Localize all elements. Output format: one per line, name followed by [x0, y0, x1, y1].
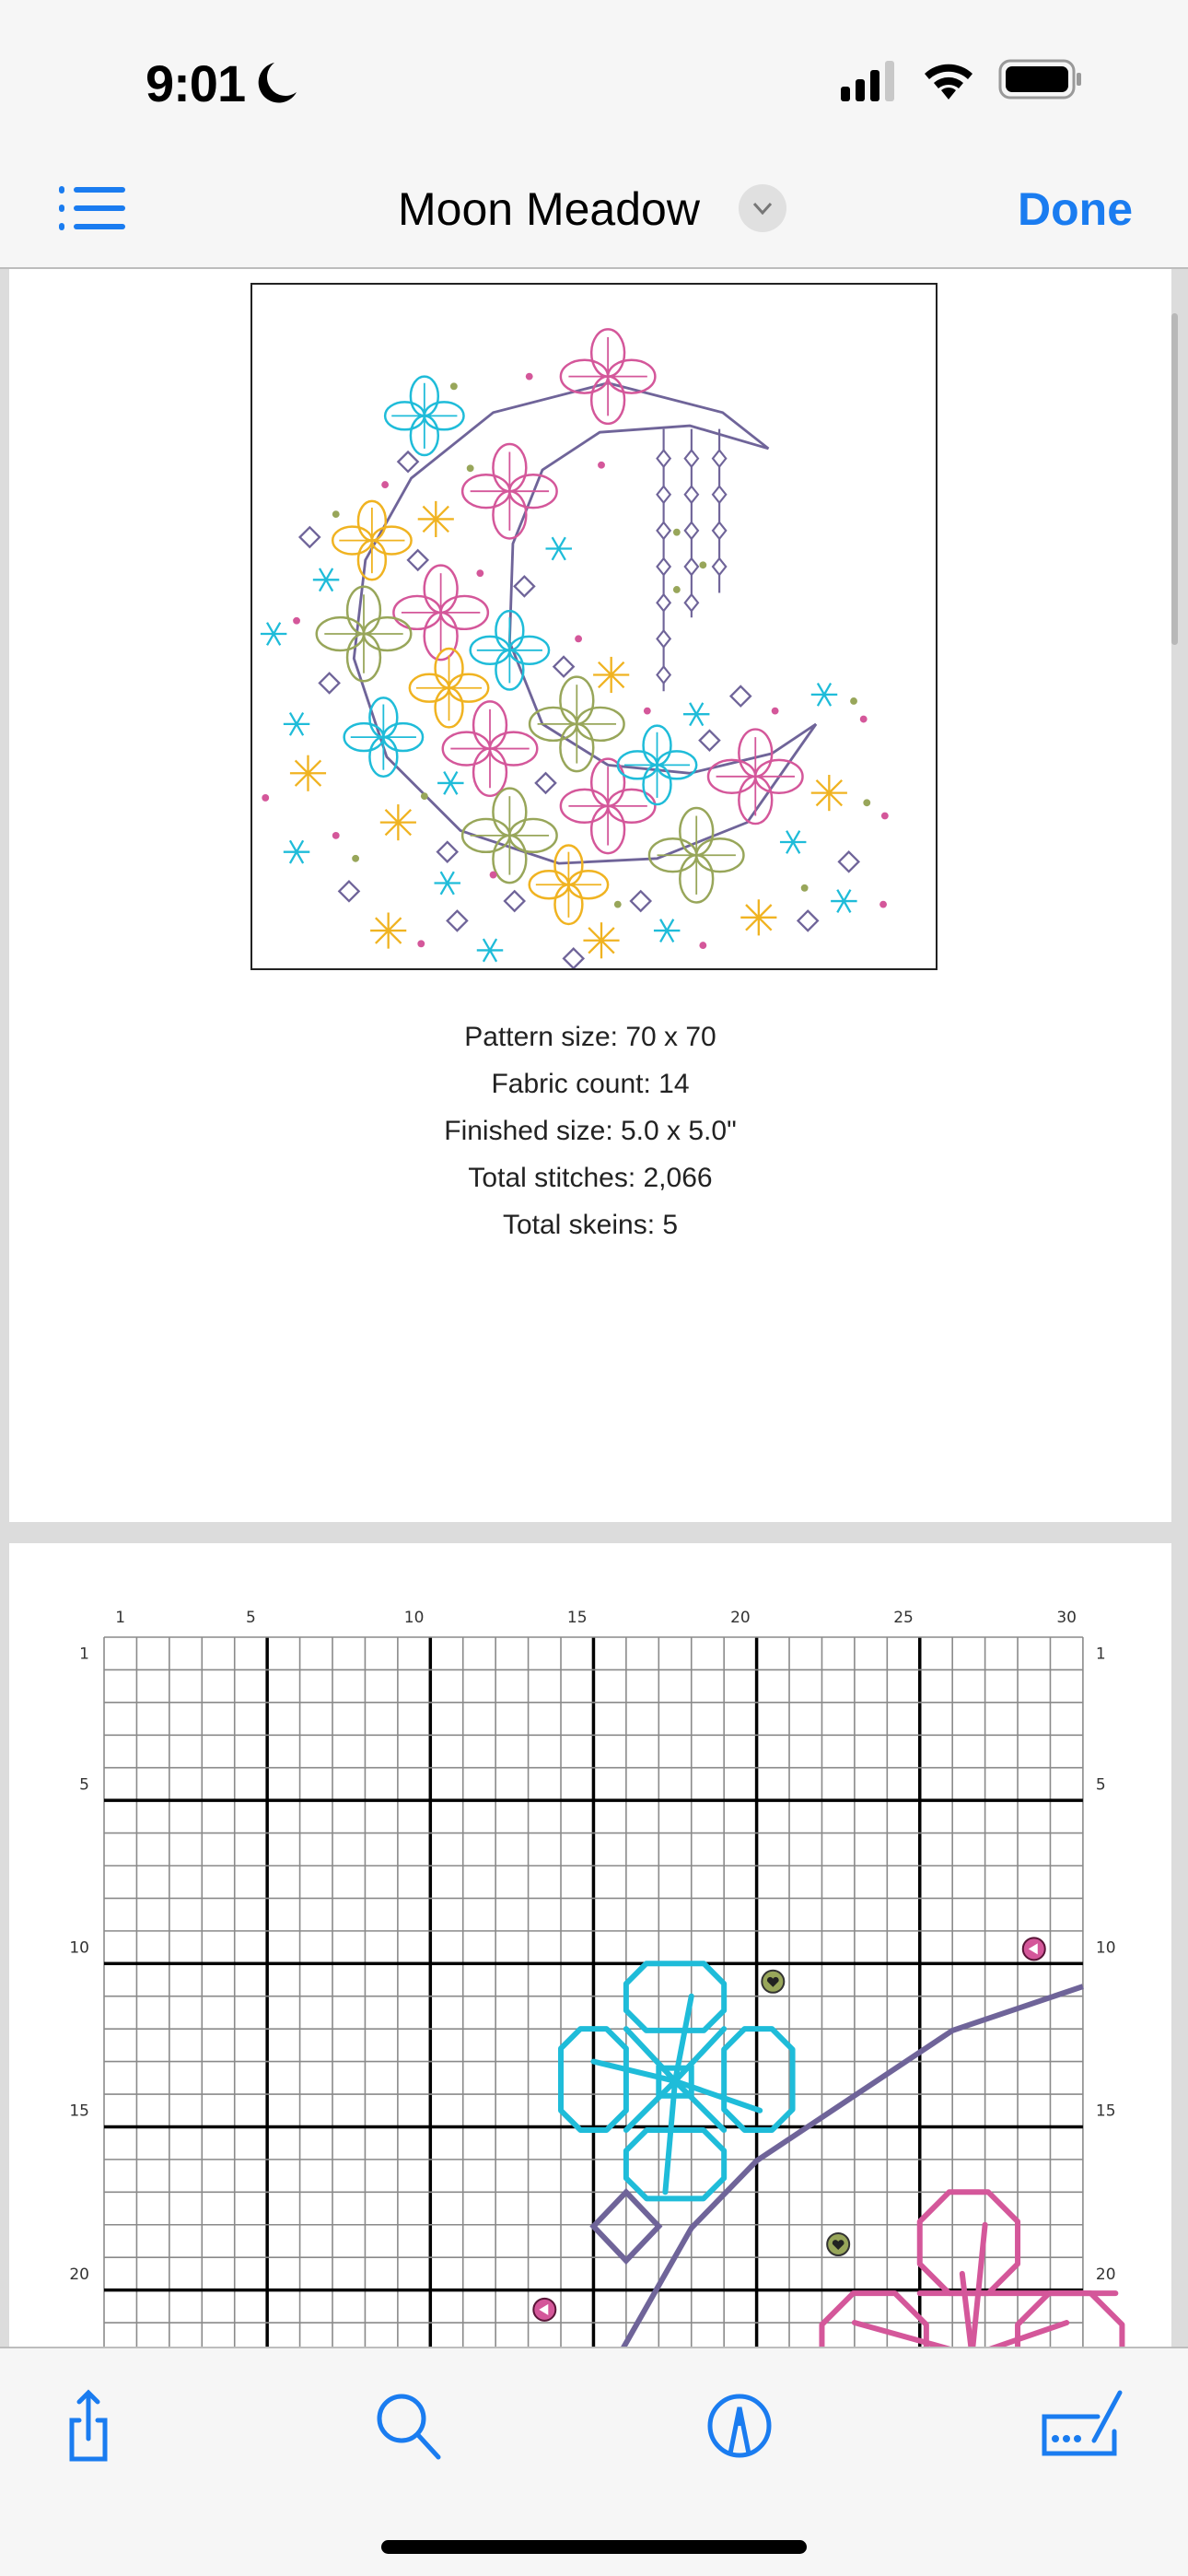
chain-bead	[713, 486, 726, 503]
pdf-page-1	[9, 269, 1171, 1522]
dot	[381, 481, 389, 488]
dot	[352, 855, 359, 862]
diamond	[515, 577, 534, 596]
form-fill-icon[interactable]	[1041, 2389, 1124, 2463]
search-icon[interactable]	[372, 2389, 446, 2463]
row-label-left: 5	[79, 1775, 89, 1795]
dot	[421, 792, 428, 800]
flower	[443, 701, 537, 795]
cellular-signal-icon	[841, 61, 900, 101]
pink-spoke	[962, 2274, 973, 2354]
chain-bead	[658, 667, 670, 684]
dot	[490, 872, 497, 879]
flower	[317, 587, 411, 681]
flower	[618, 726, 696, 804]
chain-bead	[658, 522, 670, 539]
flower	[530, 677, 623, 771]
cyan-petal	[626, 1963, 724, 2031]
flower	[561, 759, 655, 853]
dot	[417, 940, 425, 947]
chevron-down-icon	[752, 202, 773, 215]
dot	[863, 799, 870, 806]
diamond	[300, 527, 320, 546]
dot	[526, 373, 533, 381]
chain-bead	[685, 594, 698, 611]
wifi-icon	[921, 57, 976, 100]
finished-size: Finished size: 5.0 x 5.0"	[444, 1116, 737, 1146]
column-label: 15	[566, 1609, 588, 1627]
column-label: 1	[115, 1609, 126, 1627]
chain-bead	[713, 451, 726, 467]
dot	[801, 884, 809, 892]
list-icon[interactable]	[59, 184, 125, 232]
markup-icon[interactable]	[703, 2389, 776, 2463]
diamond	[398, 451, 417, 471]
flower	[332, 501, 411, 580]
dot	[881, 813, 889, 820]
row-label-left: 20	[69, 2265, 89, 2284]
share-icon[interactable]	[52, 2389, 125, 2463]
cyan-petal	[626, 2130, 724, 2198]
dot	[644, 708, 651, 715]
diamond	[320, 673, 339, 693]
row-label-left: 10	[69, 1938, 89, 1958]
column-label: 10	[403, 1609, 425, 1627]
flower	[462, 444, 556, 538]
diamond	[798, 911, 818, 931]
total-stitches: Total stitches: 2,066	[468, 1163, 713, 1193]
row-label-left: 15	[69, 2102, 89, 2121]
chain-bead	[658, 630, 670, 647]
dot	[699, 942, 706, 949]
row-label-left: 1	[79, 1645, 89, 1664]
chain-bead	[685, 522, 698, 539]
row-label-right: 15	[1095, 2102, 1116, 2121]
chain-bead	[685, 558, 698, 575]
diamond	[339, 882, 358, 901]
diamond	[408, 550, 427, 569]
pattern-info	[9, 1013, 1171, 1248]
stitch-chart-grid	[9, 1543, 1171, 2354]
dot	[332, 510, 340, 518]
column-label: 25	[893, 1609, 914, 1627]
title-menu-button[interactable]	[739, 184, 786, 232]
fabric-count: Fabric count: 14	[491, 1069, 690, 1099]
dot	[332, 832, 340, 839]
moon-icon	[258, 61, 298, 105]
column-label: 20	[730, 1609, 751, 1627]
status-time: 9:01	[146, 54, 246, 112]
dot	[673, 586, 681, 593]
dot	[467, 464, 474, 472]
dot	[699, 561, 706, 568]
dot	[598, 462, 605, 469]
pdf-page-2-chart	[9, 1543, 1171, 2354]
diamond	[731, 686, 751, 706]
diamond	[536, 773, 555, 792]
pink-petal	[1018, 2293, 1122, 2354]
dot	[772, 708, 779, 715]
flower	[649, 808, 743, 902]
dot	[262, 794, 269, 802]
pattern-size: Pattern size: 70 x 70	[464, 1022, 716, 1052]
diamond	[437, 842, 457, 861]
diamond	[553, 657, 573, 676]
pink-petal	[920, 2192, 1018, 2293]
flower	[462, 789, 556, 883]
chain-bead	[658, 558, 670, 575]
diamond	[700, 731, 719, 750]
chain-bead	[713, 558, 726, 575]
document-title[interactable]: Moon Meadow	[398, 183, 700, 235]
diamond	[505, 891, 524, 910]
done-button[interactable]: Done	[1018, 183, 1133, 235]
flower	[561, 329, 655, 423]
row-label-right: 10	[1095, 1938, 1116, 1958]
flower	[393, 566, 487, 660]
column-label: 5	[246, 1609, 256, 1627]
chain-bead	[658, 594, 670, 611]
row-label-right: 1	[1095, 1645, 1106, 1664]
dot	[450, 382, 458, 390]
chain-bead	[658, 451, 670, 467]
cyan-petal	[724, 2029, 792, 2130]
chain-bead	[658, 486, 670, 503]
diamond	[631, 891, 650, 910]
diamond	[448, 911, 467, 931]
battery-icon	[998, 59, 1083, 100]
diamond	[564, 949, 583, 968]
dot	[293, 617, 300, 625]
column-label: 30	[1056, 1609, 1077, 1627]
dot	[614, 901, 622, 908]
dot	[673, 529, 681, 536]
flower	[344, 697, 423, 776]
home-indicator	[381, 2540, 807, 2554]
dot	[850, 697, 857, 705]
scrollbar[interactable]	[1171, 313, 1178, 645]
dot	[879, 901, 887, 908]
chain-bead	[685, 486, 698, 503]
row-label-right: 20	[1095, 2265, 1116, 2284]
total-skeins: Total skeins: 5	[502, 1210, 679, 1240]
diamond	[839, 852, 858, 872]
dot	[476, 569, 483, 577]
cyan-spoke	[626, 2081, 675, 2130]
row-label-right: 5	[1095, 1775, 1106, 1795]
chain-bead	[713, 522, 726, 539]
pink-petal	[821, 2293, 926, 2354]
status-bar	[0, 0, 1188, 147]
pattern-preview-image	[250, 283, 938, 970]
dot	[860, 716, 868, 723]
nav-bar	[0, 147, 1188, 269]
dot	[575, 635, 582, 642]
chain-bead	[685, 451, 698, 467]
